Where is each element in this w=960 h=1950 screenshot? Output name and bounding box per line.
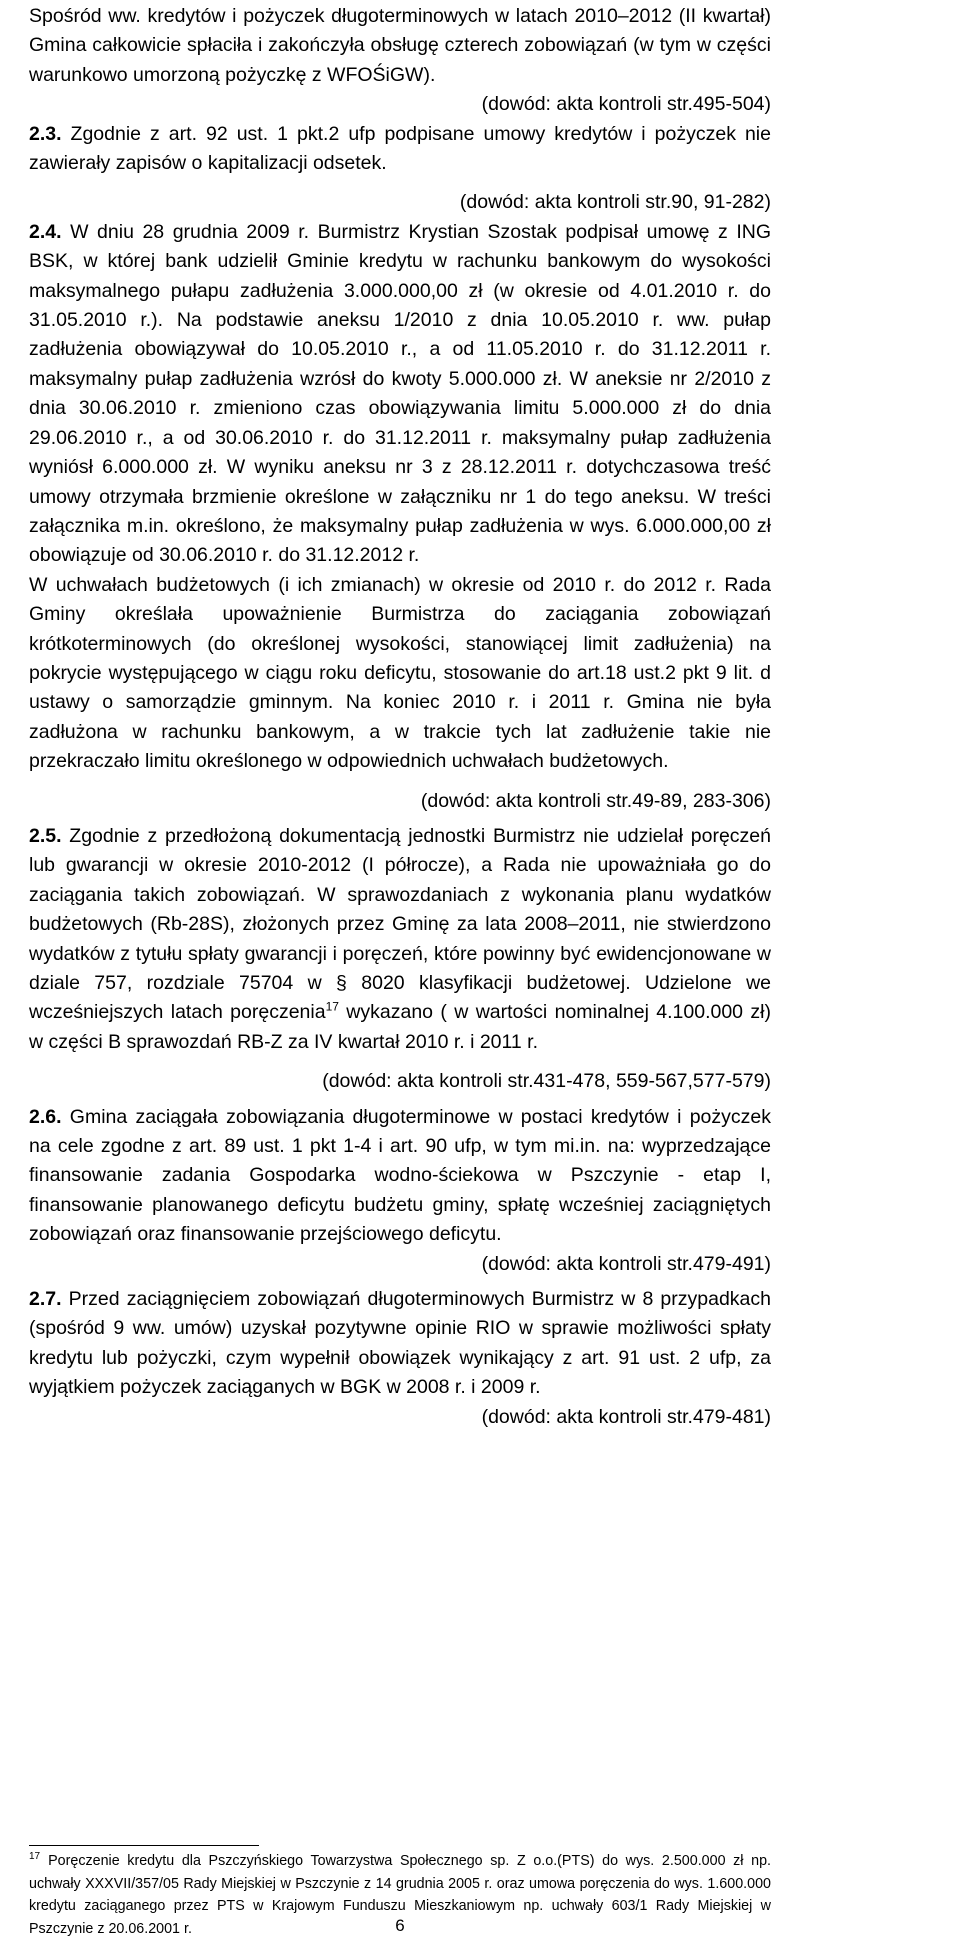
section-2-7 [29, 1285, 771, 1403]
section-text: W dniu 28 grudnia 2009 r. Burmistrz Krystian Szostak podpisał umowę z ING BSK, w której bank udzielił Gminie kredytu w rachunku bankowym do wysokości maksymalnego pułapu zadłużenia 3.000.000,00 zł (w okresie od 4.01.2010 r. do 31.05.2010 r.). Na podstawie aneksu 1/2010 z dnia 10.05.2010 r. ww. pułap zadłużenia obowiązywał do 10.05.2010 r., a od 11.05.2010 r. do 31.12.2011 r. maksymalny pułap zadłużenia wzrósł do kwoty 5.000.000 zł. W aneksie nr 2/2010 z dnia 30.06.2010 r. zmieniono czas obowiązywania limitu 5.000.000 zł do dnia 29.06.2010 r., a od 30.06.2010 r. do 31.12.2011 r. maksymalny pułap zadłużenia wyniósł 6.000.000 zł. W wyniku aneksu nr 3 z 28.12.2011 r. dotychczasowa treść umowy otrzymała brzmienie określone w załączniku nr 1 do tego aneksu. W treści załącznika m.in. określono, że maksymalny pułap zadłużenia w wys. 6.000.000,00 zł obowiązuje od 30.06.2010 r. do 31.12.2012 r. [29, 220, 771, 567]
section-text: Gmina zaciągała zobowiązania długoterminowe w postaci kredytów i pożyczek na cele zgodne z art. 89 ust. 1 pkt 1-4 i art. 90 ufp, w tym mi.in. na: wyprzedzające finansowanie zadania Gospodarka wodno-ściekowa w Pszczynie - etap I, finansowanie planowanego deficytu budżetu gminy, spłatę wcześniej zaciągniętych zobowiązań oraz finansowanie przejściowego deficytu. [29, 1105, 771, 1246]
footnote-mark: 17 [29, 1851, 41, 1863]
section-number: 2.6. [29, 1105, 62, 1128]
evidence-note: (dowód: akta kontroli str.479-491) [481, 1252, 771, 1275]
section-2-4-continued: W uchwałach budżetowych (i ich zmianach) w okresie od 2010 r. do 2012 r. Rada Gminy określała upoważnienie Burmistrza do zaciągania zobowiązań krótkoterminowych (do określonej wysokości, stanowiącej limit zadłużenia) na pokrycie występującego w ciągu roku deficytu, stosowanie do art.18 ust.2 pkt 9 lit. d ustawy o samorządzie gminnym. Na koniec 2010 r. i 2011 r. Gmina nie była zadłużona w rachunku bankowym, a w trakcie tych lat zadłużenie takie nie przekraczało limitu określonego w odpowiednich uchwałach budżetowych. [29, 573, 771, 773]
section-2-5 [29, 822, 771, 1057]
section-2-4 [29, 218, 771, 571]
footnote-text: Poręczenie kredytu dla Pszczyńskiego Towarzystwa Społecznego sp. Z o.o.(PTS) do wys. 2.500.000 zł np. uchwały XXXVII/357/05 Rady Miejskiej w Pszczynie z 14 grudnia 2005 r. oraz umowa poręczenia do wys. 1.600.000 kredytu zaciąganego przez PTS w Krajowym Funduszu Mieszkaniowym np. uchwały 603/1 Rady Miejskiej w Pszczynie z 20.06.2001 r. [29, 1853, 771, 1937]
page-number: 6 [395, 1916, 405, 1935]
evidence-note: (dowód: akta kontroli str.495-504) [481, 93, 771, 116]
section-number: 2.5. [29, 824, 62, 847]
section-2-6 [29, 1103, 771, 1250]
document-body [29, 0, 771, 1432]
footnote-reference: 17 [325, 999, 339, 1014]
footnote-separator [29, 1845, 259, 1846]
evidence-note: (dowód: akta kontroli str.431-478, 559-567,577-579) [322, 1070, 771, 1093]
section-text-continued: wykazano ( w wartości nominalnej 4.100.000 zł) w części B sprawozdań RB-Z za IV kwartał 2010 r. i 2011 r. [29, 1001, 771, 1053]
section-number: 2.4. [29, 220, 62, 243]
section-2-3 [29, 120, 771, 179]
section-text: Przed zaciągnięciem zobowiązań długoterminowych Burmistrz w 8 przypadkach (spośród 9 ww. umów) uzyskał pozytywne opinie RIO w sprawie możliwości spłaty kredytu lub pożyczki, czym wypełnił obowiązek wynikający z art. 91 ust. 2 ufp, za wyjątkiem pożyczek zaciąganych w BGK w 2008 r. i 2009 r. [29, 1288, 771, 1399]
section-number: 2.7. [29, 1288, 62, 1311]
section-number: 2.3. [29, 122, 62, 145]
evidence-note: (dowód: akta kontroli str.90, 91-282) [459, 191, 771, 214]
section-text: Zgodnie z przedłożoną dokumentacją jednostki Burmistrz nie udzielał poręczeń lub gwarancji w okresie 2010-2012 (I półrocze), a Rada nie upoważniała go do zaciągania takich zobowiązań. W sprawozdaniach z wykonania planu wydatków budżetowych (Rb-28S), złożonych przez Gminę za lata 2008–2011, nie stwierdzono wydatków z tytułu spłaty gwarancji i poręczeń, które powinny być ewidencjonowane w dziale 757, rozdziale 75704 w § 8020 klasyfikacji budżetowej. Udzielone we wcześniejszych latach poręczenia [29, 824, 771, 1024]
section-text: Zgodnie z art. 92 ust. 1 pkt.2 ufp podpisane umowy kredytów i pożyczek nie zawierały zapisów o kapitalizacji odsetek. [29, 122, 771, 175]
evidence-note: (dowód: akta kontroli str.49-89, 283-306) [420, 789, 771, 812]
intro-paragraph: Spośród ww. kredytów i pożyczek długoterminowych w latach 2010–2012 (II kwartał) Gmina całkowicie spłaciła i zakończyła obsługę czterech zobowiązań (w tym w części warunkowo umorzoną pożyczkę z WFOŚiGW). [29, 5, 771, 86]
evidence-note: (dowód: akta kontroli str.479-481) [481, 1405, 771, 1428]
